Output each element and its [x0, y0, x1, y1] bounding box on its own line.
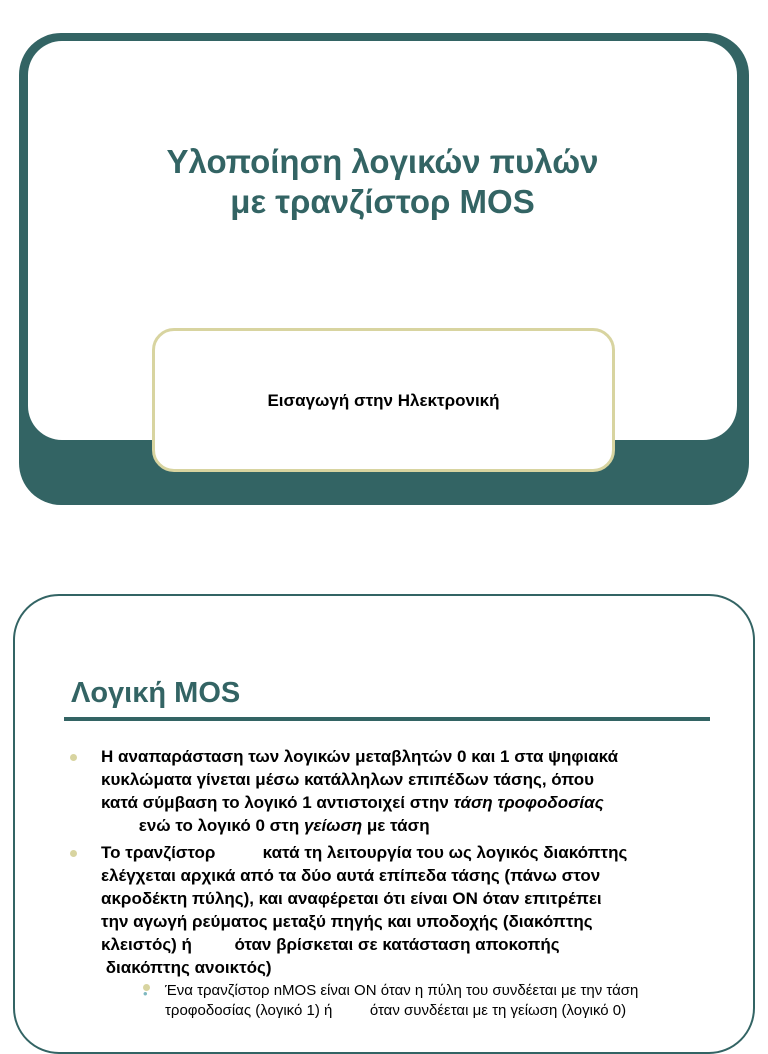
sub-bullet-line: τροφοδοσίας (λογικό 1) ή όταν συνδέεται με τη γείωση (λογικό 0) [165, 1002, 627, 1019]
bullet-line: κλειστός) ή όταν βρίσκεται σε κατάσταση αποκοπής [101, 935, 560, 954]
emphasis-text: τάση τροφοδοσίας [453, 793, 604, 812]
sub-bullet-line: Ένα τρανζίστορ nMOS είναι ON όταν η πύλη του συνδέεται με την τάση [165, 982, 639, 999]
bullet-line: ελέγχεται αρχικά από τα δύο αυτά επίπεδα τάσης (πάνω στον [101, 866, 601, 885]
bullet-list [70, 745, 710, 1025]
emphasis-text: γείωση [303, 816, 363, 835]
bullet-line: ακροδέκτη πύλης), και αναφέρεται ότι είναι ON όταν επιτρέπει [101, 889, 602, 908]
sub-bullet-dot-icon: • [143, 984, 150, 991]
bullet-line: Το τρανζίστορ κατά τη λειτουργία του ως λογικός διακόπτης [101, 843, 628, 862]
bullet-line: Η αναπαράσταση των λογικών μεταβλητών 0 και 1 στα ψηφιακά [101, 747, 619, 766]
bullet-text: κατά σύμβαση το λογικό 1 αντιστοιχεί στην [101, 793, 454, 812]
sub-bullet-item [101, 981, 710, 1021]
bullet-line: διακόπτης ανοικτός) [101, 958, 272, 977]
content-slide-title: Λογική MOS [71, 677, 241, 709]
bullet-dot-icon [70, 754, 77, 761]
bullet-line [101, 791, 710, 814]
bullet-dot-icon [70, 850, 77, 857]
bullet-item [70, 841, 710, 1021]
bullet-text: με τάση [362, 816, 430, 835]
bullet-text: ενώ το λογικό 0 στη [101, 816, 304, 835]
bullet-line: κυκλώματα γίνεται μέσω κατάλληλων επιπέδων τάσης, όπου [101, 770, 595, 789]
slide-subtitle: Εισαγωγή στην Ηλεκτρονική [267, 391, 500, 410]
title-underline [64, 717, 710, 721]
slide-title-line-2: με τρανζίστορ MOS [230, 183, 535, 220]
bullet-line: την αγωγή ρεύματος μεταξύ πηγής και υποδοχής (διακόπτης [101, 912, 593, 931]
bullet-item [70, 745, 710, 837]
slide-title [28, 142, 737, 222]
slide-title-line-1: Υλοποίηση λογικών πυλών [166, 143, 599, 180]
bullet-line [101, 814, 710, 837]
